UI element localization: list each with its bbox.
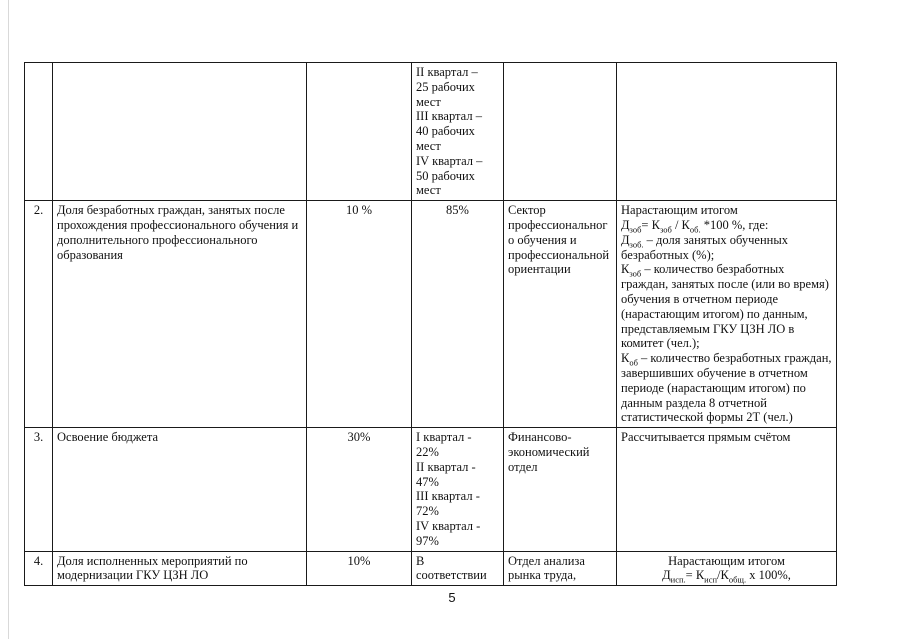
target-line: 50 рабочих bbox=[416, 168, 475, 183]
target-line: 72% bbox=[416, 504, 439, 519]
target-line: В bbox=[416, 553, 425, 568]
method-formula: $Д_{зоб}= К_{зоб} / К_{об.}$ *100 %, где: bbox=[621, 217, 769, 235]
target-line: II квартал – bbox=[416, 65, 478, 79]
target-line: мест bbox=[416, 183, 441, 198]
target-cell bbox=[412, 428, 504, 551]
target-line: мест bbox=[416, 138, 441, 153]
target-line: II квартал - bbox=[416, 459, 476, 474]
indicator-name-cell bbox=[53, 63, 307, 201]
target-line: IV квартал – bbox=[416, 153, 483, 168]
target-line: IV квартал - bbox=[416, 518, 481, 533]
row-number-cell: 3. bbox=[25, 428, 53, 551]
target-cell: 85% bbox=[412, 201, 504, 428]
weight-cell: 10 % bbox=[307, 201, 412, 428]
scan-edge-line bbox=[8, 0, 9, 639]
responsible-cell bbox=[504, 63, 617, 201]
target-line: 97% bbox=[416, 533, 439, 548]
method-definition: $К_{зоб}$ – количество безработных граждан, занятых после (или во время) обучения в отчетном периоде (нарастающим итогом) по данным, представляемым ГКУ ЦЗН ЛО в комитет (чел.); bbox=[621, 262, 829, 351]
row-number-cell bbox=[25, 63, 53, 201]
indicator-name-cell: Доля безработных граждан, занятых после прохождения профессионального обучения и дополнительного профессионального образования bbox=[53, 201, 307, 428]
target-cell bbox=[412, 551, 504, 586]
target-cell bbox=[412, 63, 504, 201]
method-definition: $К_{об}$ – количество безработных граждан, завершивших обучение в отчетном периоде (нарастающим итогом) по данным раздела 8 отчетной статистической формы 2Т (чел.) bbox=[621, 351, 832, 425]
weight-cell: 30% bbox=[307, 428, 412, 551]
responsible-cell: Финансово-экономический отдел bbox=[504, 428, 617, 551]
table-row bbox=[25, 551, 837, 586]
method-cell bbox=[617, 63, 837, 201]
target-line: I квартал - bbox=[416, 430, 472, 445]
indicator-name-cell: Доля исполненных мероприятий по модернизации ГКУ ЦЗН ЛО bbox=[53, 551, 307, 586]
method-definition: $Д_{зоб.}$ – доля занятых обученных безработных (%); bbox=[621, 232, 789, 262]
row-number-cell: 2. bbox=[25, 201, 53, 428]
target-line: III квартал – bbox=[416, 109, 482, 124]
target-line: соответствии bbox=[416, 568, 487, 583]
table-row bbox=[25, 201, 837, 428]
method-cell bbox=[617, 551, 837, 586]
row-number-cell: 4. bbox=[25, 551, 53, 586]
target-line: 25 рабочих bbox=[416, 79, 475, 94]
target-line: 40 рабочих bbox=[416, 124, 475, 139]
page-number: 5 bbox=[448, 590, 456, 605]
target-line: 22% bbox=[416, 444, 439, 459]
indicator-name-cell: Освоение бюджета bbox=[53, 428, 307, 551]
method-cell: Рассчитывается прямым счётом bbox=[617, 428, 837, 551]
weight-cell bbox=[307, 63, 412, 201]
table-row bbox=[25, 428, 837, 551]
target-line: III квартал - bbox=[416, 489, 480, 504]
indicators-table bbox=[24, 62, 837, 586]
weight-cell: 10% bbox=[307, 551, 412, 586]
responsible-cell: Сектор профессионального обучения и профессиональной ориентации bbox=[504, 201, 617, 428]
responsible-cell: Отдел анализа рынка труда, bbox=[504, 551, 617, 586]
target-line: мест bbox=[416, 94, 441, 109]
method-cell bbox=[617, 201, 837, 428]
target-line: 47% bbox=[416, 474, 439, 489]
method-title: Нарастающим итогом bbox=[621, 203, 738, 218]
table-row bbox=[25, 63, 837, 201]
method-title: Нарастающим итогом bbox=[668, 553, 785, 568]
method-formula: $Д_{исп.}= К_{исп}/К_{общ.}$ х 100%, bbox=[662, 568, 791, 585]
